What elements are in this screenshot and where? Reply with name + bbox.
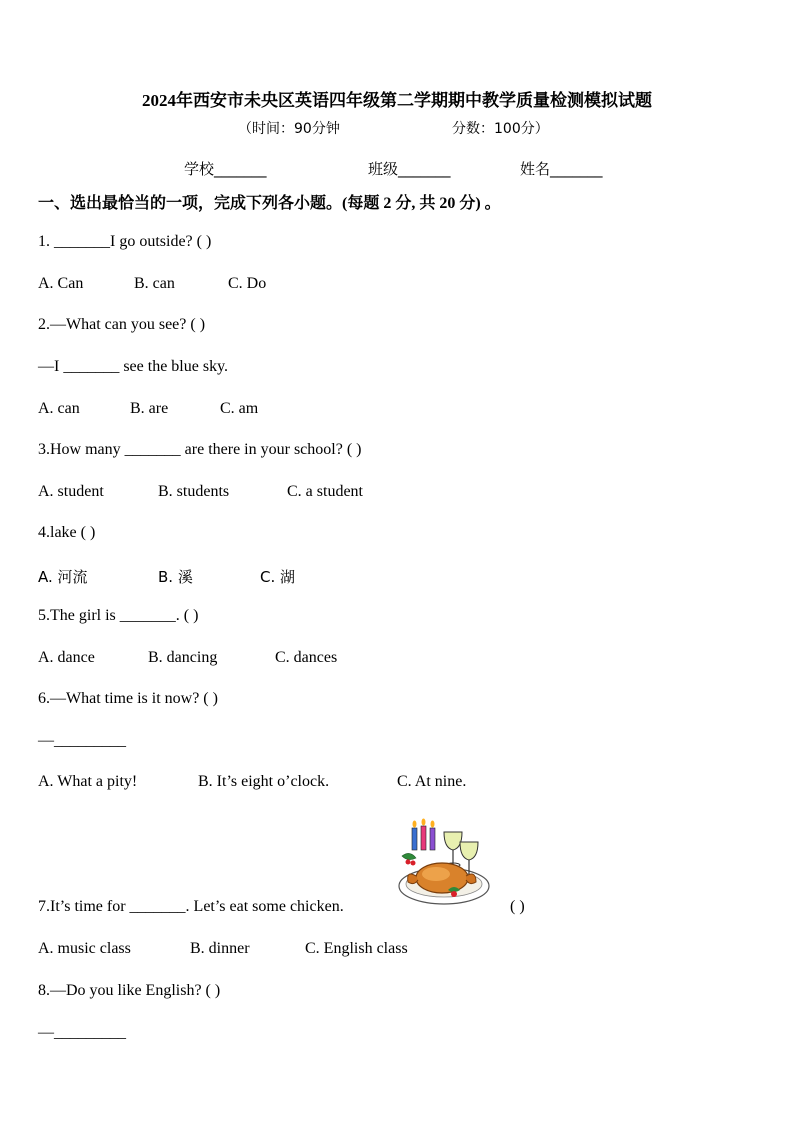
question-1: 1. _______I go outside? ( ) xyxy=(38,233,212,250)
q5-option-c: C. dances xyxy=(275,649,338,666)
question-7: 7.It’s time for _______. Let’s eat some chicken. xyxy=(38,898,344,915)
question-4: 4.lake ( ) xyxy=(38,524,96,541)
q7-option-b: B. dinner xyxy=(190,940,250,957)
question-3: 3.How many _______ are there in your school? ( ) xyxy=(38,441,362,458)
q7-option-a: A. music class xyxy=(38,940,131,957)
question-8: 8.—Do you like English? ( ) xyxy=(38,982,221,999)
roast-chicken-illustration xyxy=(392,818,502,914)
question-8-answer-line: —_________ xyxy=(38,1024,126,1041)
q2-option-b: B. are xyxy=(130,400,169,417)
q4-option-b: B. 溪 xyxy=(158,568,193,586)
q7-option-c: C. English class xyxy=(305,940,408,957)
q5-option-a: A. dance xyxy=(38,649,95,666)
page-title: 2024年西安市未央区英语四年级第二学期期中教学质量检测模拟试题 xyxy=(142,91,652,110)
exam-score: 分数：100分） xyxy=(452,121,549,137)
school-field: 学校_______ xyxy=(184,160,267,178)
q1-option-c: C. Do xyxy=(228,275,267,292)
q3-option-a: A. student xyxy=(38,483,104,500)
q2-option-c: C. am xyxy=(220,400,259,417)
question-7-answer-paren: ( ) xyxy=(510,898,525,915)
q5-option-b: B. dancing xyxy=(148,649,218,666)
question-2: 2.—What can you see? ( ) xyxy=(38,316,206,333)
q1-option-b: B. can xyxy=(134,275,175,292)
name-field: 姓名_______ xyxy=(520,160,603,178)
class-field: 班级_______ xyxy=(368,160,451,178)
question-2-answer-line: —I _______ see the blue sky. xyxy=(38,358,229,375)
q4-option-c: C. 湖 xyxy=(260,568,296,586)
question-6-answer-line: —_________ xyxy=(38,732,126,749)
q3-option-c: C. a student xyxy=(287,483,363,500)
q2-option-a: A. can xyxy=(38,400,80,417)
q4-option-a: A. 河流 xyxy=(38,568,88,586)
exam-time: （时间：90分钟 xyxy=(238,121,340,137)
q6-option-a: A. What a pity! xyxy=(38,773,138,790)
question-5: 5.The girl is _______. ( ) xyxy=(38,607,199,624)
q3-option-b: B. students xyxy=(158,483,230,500)
question-6: 6.—What time is it now? ( ) xyxy=(38,690,218,707)
q1-option-a: A. Can xyxy=(38,275,84,292)
section-heading: 一、选出最恰当的一项，完成下列各小题。(每题 2 分, 共 20 分) 。 xyxy=(38,195,501,212)
q6-option-b: B. It’s eight o’clock. xyxy=(198,773,330,790)
q6-option-c: C. At nine. xyxy=(397,773,467,790)
